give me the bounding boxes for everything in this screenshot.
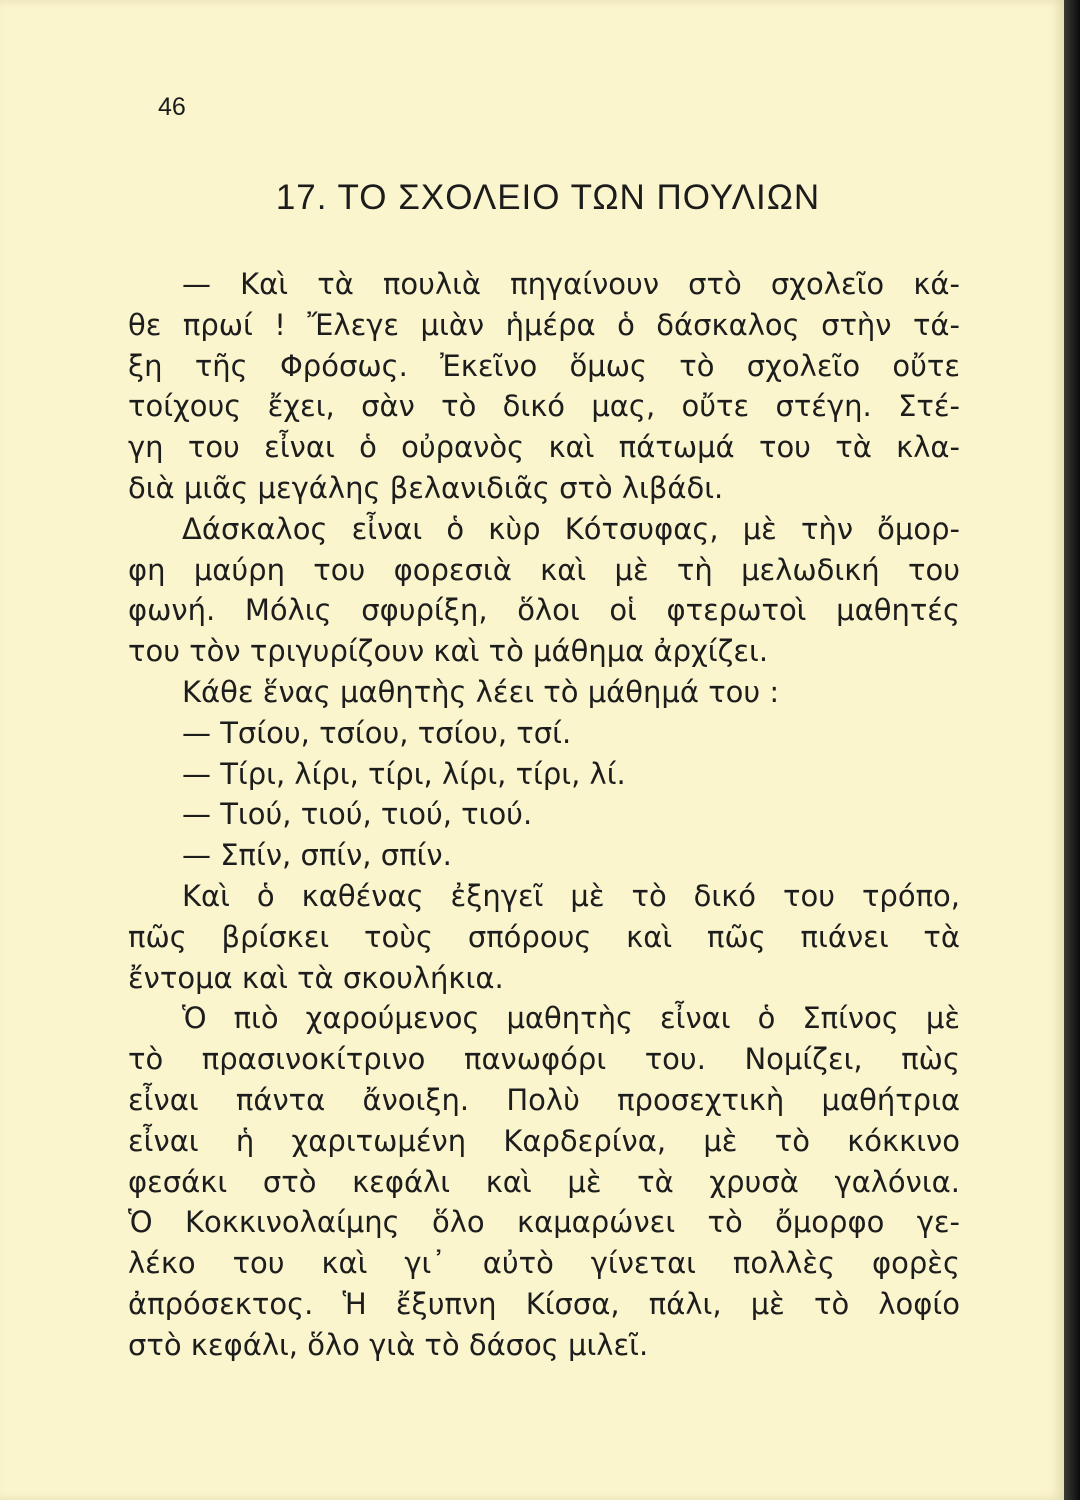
text-line: ἀπρόσεκτος. Ἡ ἔξυπνη Κίσσα, πάλι, μὲ τὸ λοφίο [128, 1286, 960, 1321]
text-line: Κάθε ἕνας μαθητὴς λέει τὸ μάθημά του : [182, 674, 780, 709]
text-line: — Τιού, τιού, τιού, τιού. [182, 797, 533, 832]
text-line: γη του εἶναι ὁ οὐρανὸς καὶ πάτωμά του τὰ κλα- [128, 430, 960, 465]
text-line: εἶναι ἡ χαριτωμένη Καρδερίνα, μὲ τὸ κόκκινο [128, 1123, 960, 1158]
text-line: Ὁ Κοκκινολαίμης ὅλο καμαρώνει τὸ ὄμορφο γε- [128, 1205, 960, 1240]
chapter-body-text [128, 264, 960, 1366]
text-line: Δάσκαλος εἶναι ὁ κὺρ Κότσυφας, μὲ τὴν ὄμορ- [182, 511, 960, 546]
chapter-title: 17. ΤΟ ΣΧΟΛΕΙΟ ΤΩΝ ΠΟΥΛΙΩΝ [275, 178, 821, 217]
text-line: Καὶ ὁ καθένας ἐξηγεῖ μὲ τὸ δικό του τρόπο, [182, 878, 960, 913]
text-line: ἔντομα καὶ τὰ σκουλήκια. [128, 960, 504, 995]
text-line: — Τίρι, λίρι, τίρι, λίρι, τίρι, λί. [182, 756, 626, 791]
text-line: — Τσίου, τσίου, τσίου, τσί. [182, 715, 572, 750]
text-line: φεσάκι στὸ κεφάλι καὶ μὲ τὰ χρυσὰ γαλόνια. [128, 1164, 960, 1199]
text-line: φη μαύρη του φορεσιὰ καὶ μὲ τὴ μελωδική του [128, 552, 960, 587]
text-line: — Καὶ τὰ πουλιὰ πηγαίνουν στὸ σχολεῖο κά- [182, 267, 960, 301]
text-line: πῶς βρίσκει τοὺς σπόρους καὶ πῶς πιάνει τὰ [128, 919, 960, 954]
text-line: λέκο του καὶ γι᾿ αὐτὸ γίνεται πολλὲς φορὲς [128, 1246, 960, 1281]
text-line: του τὸν τριγυρίζουν καὶ τὸ μάθημα ἀρχίζει. [128, 634, 769, 669]
text-line: στὸ κεφάλι, ὅλο γιὰ τὸ δάσος μιλεῖ. [128, 1327, 649, 1362]
page-edge-shadow [1064, 0, 1080, 1500]
text-line: διὰ μιᾶς μεγάλης βελανιδιᾶς στὸ λιβάδι. [128, 470, 724, 505]
text-line: τὸ πρασινοκίτρινο πανωφόρι του. Νομίζει, πὼς [128, 1042, 960, 1077]
text-line: ξη τῆς Φρόσως. Ἐκεῖνο ὅμως τὸ σχολεῖο οὔτε [128, 348, 960, 383]
text-line: — Σπίν, σπίν, σπίν. [182, 838, 452, 873]
text-line: εἶναι πάντα ἄνοιξη. Πολὺ προσεχτικὴ μαθήτρια [128, 1082, 960, 1117]
page-number: 46 [158, 93, 186, 121]
text-line: θε πρωί ! Ἔλεγε μιὰν ἡμέρα ὁ δάσκαλος στὴν τά- [128, 307, 960, 342]
text-line: τοίχους ἔχει, σὰν τὸ δικό μας, οὔτε στέγη. Στέ- [128, 389, 960, 424]
text-line: Ὁ πιὸ χαρούμενος μαθητὴς εἶναι ὁ Σπίνος μὲ [182, 1001, 960, 1036]
text-line: φωνή. Μόλις σφυρίξη, ὅλοι οἱ φτερωτοὶ μαθητές [128, 593, 960, 628]
